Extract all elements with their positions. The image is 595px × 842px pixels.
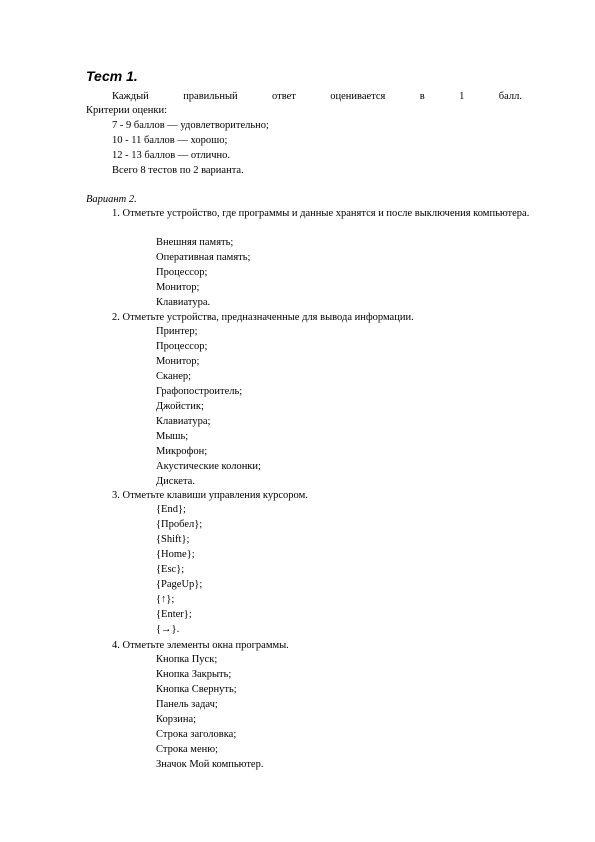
option-item[interactable] [140,608,202,623]
option-item[interactable] [140,563,202,578]
scoring-word: в [419,91,425,102]
option-label: Клавиатура. [156,297,211,308]
option-item[interactable] [140,743,263,758]
option-label: Джойстик; [156,401,204,412]
question-3-options [140,503,202,638]
question-1-text-content: 1. Отметьте устройство, где программы и данные хранятся и после выключения компьютера. [112,208,530,219]
option-item[interactable] [140,355,261,370]
option-item[interactable] [140,430,261,445]
question-2-text: 2. Отметьте устройства, предназначенные для вывода информации. [112,312,414,323]
option-label: Процессор; [156,267,208,278]
option-item[interactable] [140,668,263,683]
option-label: Мышь; [156,431,189,442]
option-label: Принтер; [156,326,198,337]
option-label: Монитор; [156,356,200,367]
option-label: Кнопка Закрыть; [156,669,232,680]
option-item[interactable] [140,548,202,563]
option-label: {Shift}; [156,534,190,545]
option-item[interactable] [140,385,261,400]
option-item[interactable] [140,475,261,490]
option-item[interactable] [140,340,261,355]
option-item[interactable] [140,460,261,475]
option-item[interactable] [140,370,261,385]
question-3-text: 3. Отметьте клавиши управления курсором. [112,490,308,501]
option-label: Панель задач; [156,699,218,710]
question-1-options [140,236,250,311]
option-label: Монитор; [156,282,200,293]
option-label: Внешняя память; [156,237,234,248]
option-item[interactable] [140,400,261,415]
option-label: {Esc}; [156,564,185,575]
option-item[interactable] [140,593,202,608]
option-label: Значок Мой компьютер. [156,759,264,770]
option-item[interactable] [140,251,250,266]
option-label: {→}. [156,624,180,635]
option-label: Корзина; [156,714,197,725]
option-label: {↑}; [156,594,175,605]
scoring-word: Каждый [112,91,149,102]
option-label: Строка заголовка; [156,729,237,740]
option-item[interactable] [140,281,250,296]
option-item[interactable] [140,623,202,638]
scoring-word: правильный [183,91,238,102]
question-4-text: 4. Отметьте элементы окна программы. [112,640,289,651]
option-item[interactable] [140,728,263,743]
option-label: {End}; [156,504,186,515]
option-item[interactable] [140,236,250,251]
option-item[interactable] [140,653,263,668]
question-4-options [140,653,263,773]
option-item[interactable] [140,698,263,713]
option-label: Строка меню; [156,744,218,755]
option-label: Микрофон; [156,446,208,457]
option-item[interactable] [140,758,263,773]
option-item[interactable] [140,713,263,728]
scoring-line [112,90,522,103]
option-label: Акустические колонки; [156,461,261,472]
option-label: Процессор; [156,341,208,352]
question-2-options [140,325,261,490]
option-item[interactable] [140,266,250,281]
criteria-item: 10 - 11 баллов — хорошо; [112,135,228,146]
scoring-word: балл. [498,91,522,102]
option-label: Клавиатура; [156,416,211,427]
option-label: Графопостроитель; [156,386,243,397]
scoring-word: ответ [272,91,296,102]
question-1-text [112,207,550,220]
criteria-item: 12 - 13 баллов — отлично. [112,150,230,161]
option-item[interactable] [140,578,202,593]
option-label: {Home}; [156,549,195,560]
option-item[interactable] [140,296,250,311]
option-label: Сканер; [156,371,192,382]
option-label: Кнопка Пуск; [156,654,218,665]
option-item[interactable] [140,533,202,548]
scoring-word: 1 [459,91,465,102]
option-label: Дискета. [156,476,195,487]
option-label: Кнопка Свернуть; [156,684,237,695]
option-label: {Пробел}; [156,519,203,530]
option-item[interactable] [140,683,263,698]
option-label: {PageUp}; [156,579,203,590]
option-item[interactable] [140,503,202,518]
option-item[interactable] [140,518,202,533]
option-item[interactable] [140,445,261,460]
option-item[interactable] [140,415,261,430]
option-label: Оперативная память; [156,252,251,263]
total-tests: Всего 8 тестов по 2 варианта. [112,165,244,176]
option-item[interactable] [140,325,261,340]
test-title: Тест 1. [86,68,138,84]
variant-label: Вариант 2. [86,194,137,205]
scoring-word: оценивается [330,91,386,102]
criteria-label: Критерии оценки: [86,105,168,116]
criteria-item: 7 - 9 баллов — удовлетворительно; [112,120,269,131]
option-label: {Enter}; [156,609,192,620]
